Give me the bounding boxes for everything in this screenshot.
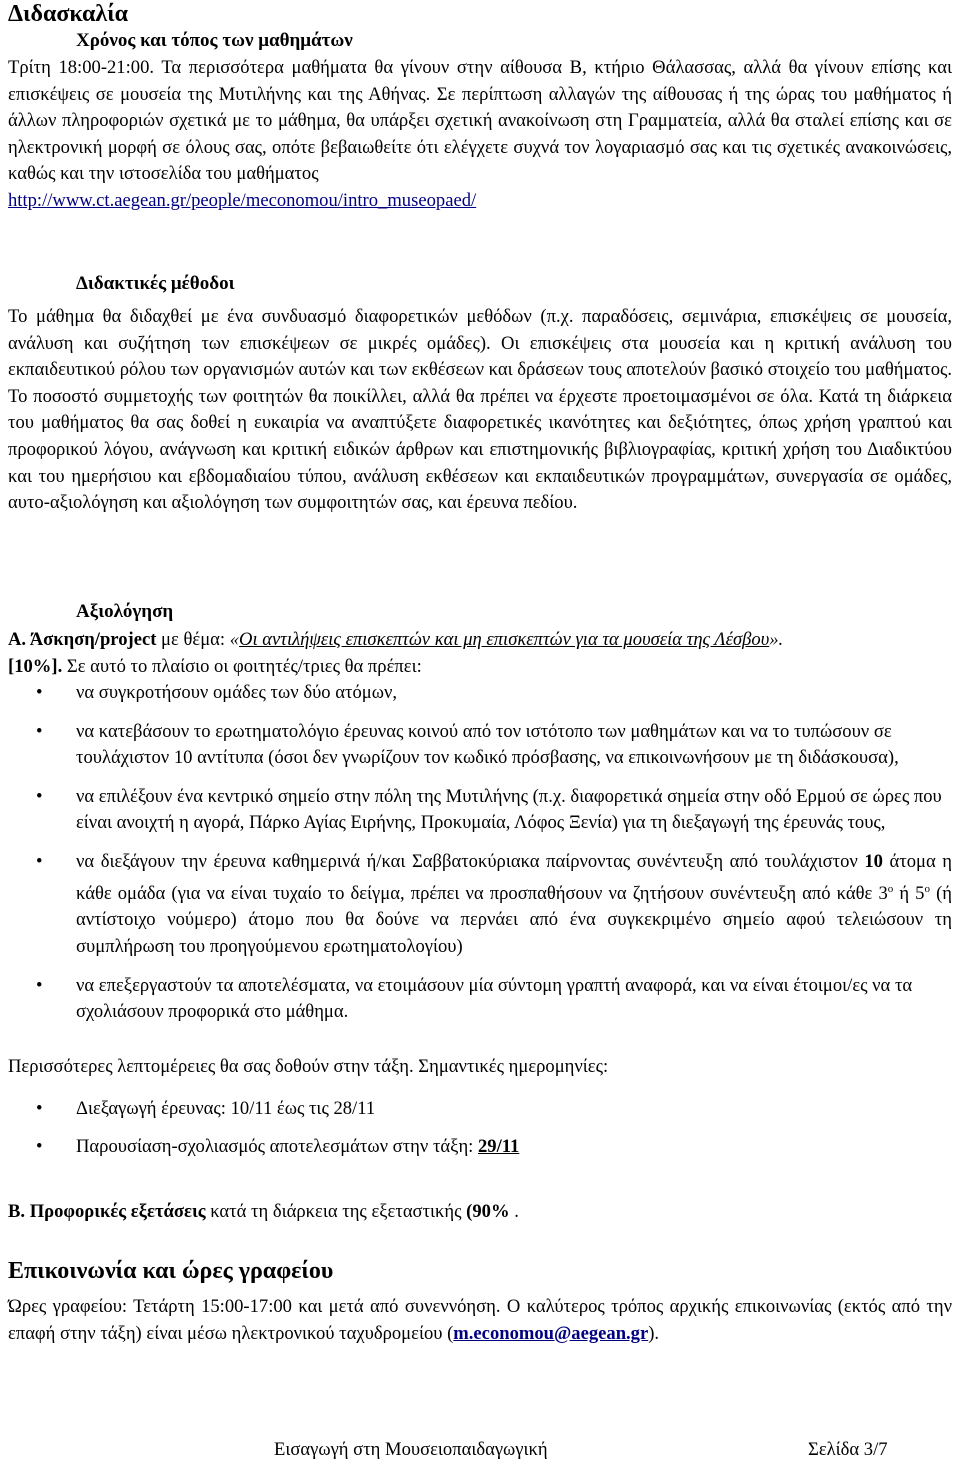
task-text: να επεξεργαστούν τα αποτελέσματα, να ετοιμάσουν μία σύντομη γραπτή αναφορά, και να είναι έτοιμοι/ες να τα σχολιάσουν προφορικά στο μάθημα. bbox=[76, 974, 913, 1023]
oral-exam-paragraph bbox=[8, 1199, 952, 1226]
task-text: να επιλέξουν ένα κεντρικό σημείο στην πόλη της Μυτιλήνης (π.χ. διαφορετικά σημεία στην οδό Ερμού σε ώρες που είναι ανοιχτή η αγορά, Πάρκο Αγίας Ειρήνης, Προκυμαία, Λόφος Ξενία) για τη διεξαγωγή της έρευνάς τους, bbox=[76, 785, 942, 834]
task-text: να διεξάγουν την έρευνα καθημερινά ή/και Σαββατοκύριακα παίρνοντας συνέντευξη από τουλάχιστον bbox=[76, 850, 865, 872]
ordinal-sup: ο bbox=[924, 882, 930, 895]
bullet-icon: • bbox=[36, 974, 43, 996]
project-theme-prefix: με θέμα: bbox=[156, 629, 230, 650]
task-text: να συγκροτήσουν ομάδες των δύο ατόμων, bbox=[76, 682, 398, 703]
subtitle-time-place: Χρόνος και τόπος των μαθημάτων bbox=[76, 30, 353, 51]
contact-close: ). bbox=[648, 1322, 660, 1344]
details-paragraph bbox=[8, 1054, 952, 1081]
exam-weight: (90% bbox=[466, 1201, 510, 1222]
date-value: 10/11 έως τις 28/11 bbox=[230, 1098, 376, 1119]
subtitle-assessment: Αξιολόγηση bbox=[76, 601, 174, 622]
email-link[interactable]: m.economou@aegean.gr bbox=[453, 1322, 649, 1344]
list-item bbox=[8, 719, 952, 772]
date-value: 29/11 bbox=[478, 1136, 520, 1157]
date-label: Διεξαγωγή έρευνας: bbox=[76, 1098, 231, 1119]
project-weight: [10%]. bbox=[8, 655, 63, 677]
min-interviews: 10 bbox=[864, 850, 883, 872]
footer-course-title: Εισαγωγή στη Μουσειοπαιδαγωγική bbox=[274, 1439, 548, 1460]
bullet-icon: • bbox=[36, 682, 43, 703]
methods-paragraph bbox=[8, 304, 952, 517]
project-theme: Οι αντιλήψεις επισκεπτών και μη επισκεπτών για τα μουσεία της Λέσβου bbox=[239, 629, 770, 650]
project-label: Α. Άσκηση/project bbox=[8, 629, 157, 650]
task-text: (ή αντίστοιχο νούμερο) άτομο που θα δούνε να περνάει από ένα συγκεκριμένο σημείο αφού τελειώσουν τη συμπλήρωση του προηγούμενου ερωτηματολογίου) bbox=[76, 882, 953, 957]
list-item bbox=[8, 1095, 952, 1123]
contact-paragraph bbox=[8, 1294, 952, 1347]
task-text: να κατεβάσουν το ερωτηματολόγιο έρευνας κοινού από τον ιστότοπο των μαθημάτων και να το τυπώσουν σε τουλάχιστον 10 αντίτυπα (όσοι δεν γνωρίζουν τον κωδικό πρόσβασης, να επικοινωνήσουν με τη διδάσκουσα), bbox=[76, 720, 899, 769]
bullet-icon: • bbox=[36, 785, 43, 807]
exam-label: Β. Προφορικές εξετάσεις bbox=[8, 1201, 206, 1222]
task-text: ή 5 bbox=[893, 882, 925, 904]
time-place-text: Τρίτη 18:00-21:00. Τα περισσότερα μαθήματα θα γίνουν στην αίθουσα Β, κτήριο Θάλασσας, αλλά θα γίνουν επίσης και επισκέψεις σε μουσεία της Μυτιλήνης και της Αθήνας. Σε περίπτωση αλλαγών της αίθουσας ή της ώρας του μαθήματος ή άλλων πληροφοριών σχετικά με το μάθημα, θα υπάρξει σχετική ανακοίνωση στη Γραμματεία, αλλά θα σταλεί επίσης και σε ηλεκτρονική μορφή σε όλους σας, οπότε βεβαιωθείτε ότι ελέγχετε συχνά τον λογαριασμό σας και τις σχετικές ανακοινώσεις, καθώς και την ιστοσελίδα του μαθήματος bbox=[8, 57, 952, 185]
time-place-paragraph bbox=[8, 55, 952, 215]
date-label: Παρουσίαση-σχολιασμός αποτελεσμάτων στην τάξη: bbox=[76, 1136, 478, 1157]
bullet-icon: • bbox=[36, 1136, 43, 1157]
dates-list bbox=[8, 1095, 952, 1161]
exam-end: . bbox=[509, 1201, 519, 1222]
ordinal-sup: ο bbox=[887, 882, 894, 895]
bullet-icon: • bbox=[36, 720, 43, 742]
list-item bbox=[8, 784, 952, 837]
list-item bbox=[8, 973, 952, 1026]
course-website-link[interactable]: http://www.ct.aegean.gr/people/meconomou/intro_museopaed/ bbox=[8, 189, 477, 211]
theme-close-quote: ». bbox=[769, 629, 784, 650]
methods-text: Το μάθημα θα διδαχθεί με ένα συνδυασμό διαφορετικών μεθόδων (π.χ. παραδόσεις, σεμινάρια, επισκέψεις σε μουσεία, ανάλυση και συζήτηση των επισκέψεων σε μικρές ομάδες). Οι επισκέψεις στα μουσεία και η κριτική ανάλυση του εκπαιδευτικού ρόλου των οργανισμών αυτών και των εκθέσεων και δράσεων τους αποτελούν βασικό στοιχείο του μαθήματος. Το ποσοστό συμμετοχής των φοιτητών θα ποικίλλει, αλλά θα πρέπει να έρχεστε προετοιμασμένοι σε όλα. Κατά τη διάρκεια του μαθήματος θα σας δοθεί η ευκαιρία να αναπτύξετε διαφορετικές ικανότητες και δεξιότητες, όπως χρήση γραπτού και προφορικού λόγου, ανάγνωση και κριτική ειδικών άρθρων και επιστημονικής βιβλιογραφίας, κριτική χρήση του Διαδικτύου και του ημερήσιου και εβδομαδιαίου τύπου, ανάλυση εκθέσεων και εκπαιδευτικών προγραμμάτων, συνεργασία σε ομάδες, αυτο-αξιολόγηση και αξιολόγηση των συμφοιτητών σας, και έρευνα πεδίου. bbox=[8, 306, 952, 514]
section-title-contact: Επικοινωνία και ώρες γραφείου bbox=[8, 1258, 334, 1284]
subtitle-teaching-methods: Διδακτικές μέθοδοι bbox=[76, 273, 235, 294]
bullet-icon: • bbox=[36, 1098, 43, 1119]
list-item bbox=[8, 849, 952, 961]
details-text: Περισσότερες λεπτομέρειες θα σας δοθούν στην τάξη. Σημαντικές ημερομηνίες: bbox=[8, 1056, 609, 1077]
project-intro-text: Σε αυτό το πλαίσιο οι φοιτητές/τριες θα πρέπει: bbox=[62, 655, 422, 677]
project-intro-paragraph bbox=[8, 627, 952, 680]
exam-text: κατά τη διάρκεια της εξεταστικής bbox=[205, 1201, 467, 1222]
contact-text: Ώρες γραφείου: Τετάρτη 15:00-17:00 και μετά από συνεννόηση. Ο καλύτερος τρόπος αρχικής επικοινωνίας (εκτός από την επαφή στην τάξη) είναι μέσω ηλεκτρονικού ταχυδρομείου ( bbox=[8, 1296, 952, 1344]
footer-page-number: Σελίδα 3/7 bbox=[808, 1439, 888, 1460]
theme-open-quote: « bbox=[229, 629, 240, 650]
task-text: άτομα η κάθε ομάδα (για να είναι τυχαίο το δείγμα, πρέπει να προσπαθήσουν να ζητήσουν συνέντευξη από κάθε 3 bbox=[76, 850, 952, 904]
list-item bbox=[8, 1133, 952, 1161]
list-item bbox=[8, 680, 952, 707]
section-title-teaching: Διδασκαλία bbox=[8, 1, 129, 27]
project-tasks-list bbox=[8, 680, 952, 1026]
bullet-icon: • bbox=[36, 850, 43, 872]
